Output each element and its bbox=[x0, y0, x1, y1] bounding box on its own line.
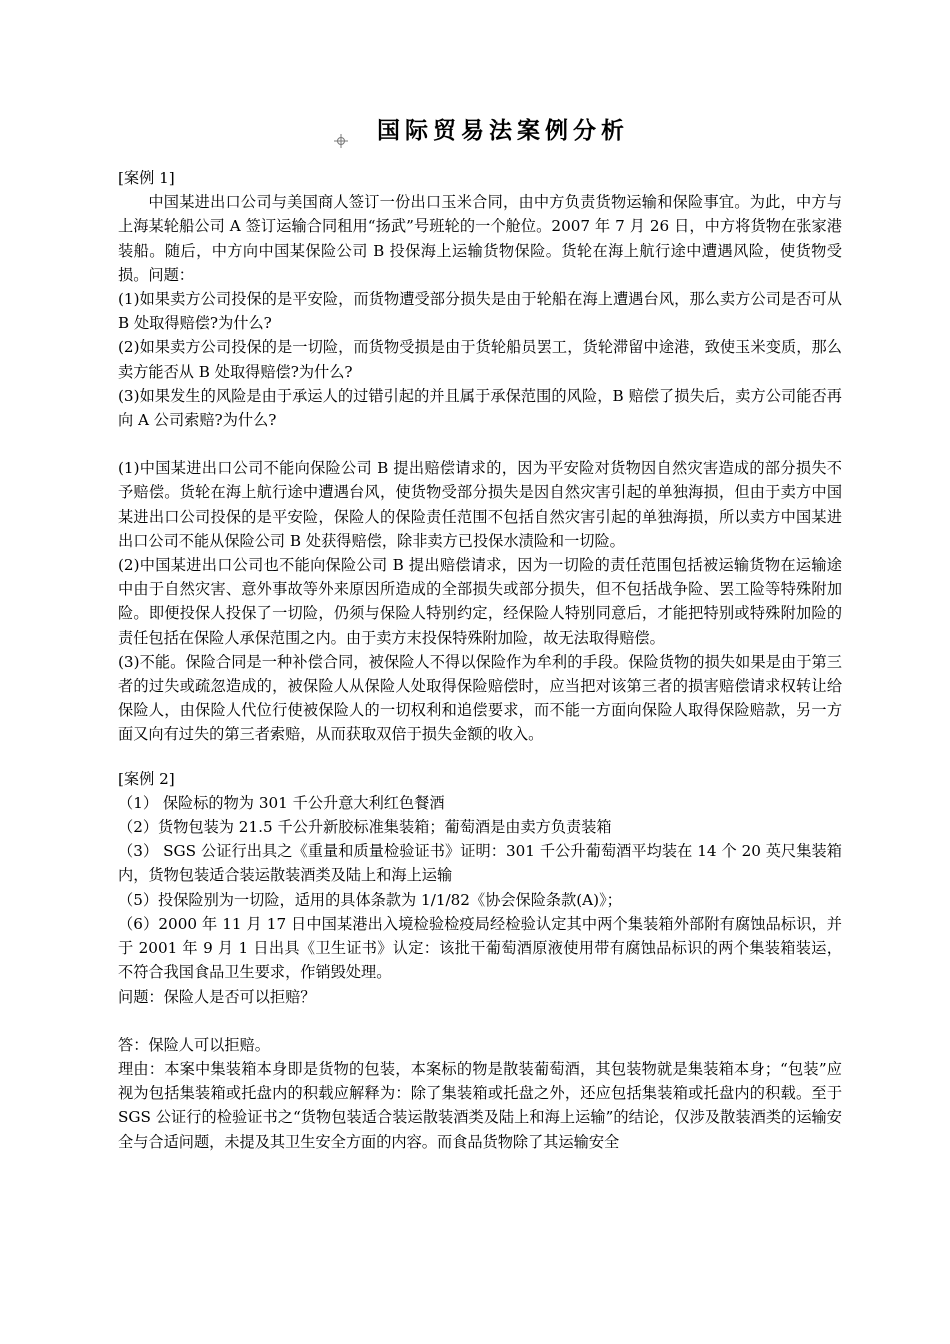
case2-item-2: （2）货物包装为 21.5 千公升新胶标准集装箱；葡萄酒是由卖方负责装箱 bbox=[118, 818, 612, 837]
case2-heading: [案例 2] bbox=[118, 769, 175, 788]
spacer bbox=[118, 432, 842, 456]
case2-answer: 答：保险人可以拒赔。 bbox=[118, 1035, 270, 1054]
case1-question-3: (3)如果发生的风险是由于承运人的过错引起的并且属于承保范围的风险，B 赔偿了损失后，卖方公司能否再向 A 公司索赔?为什么? bbox=[118, 386, 842, 430]
case1-question-1: (1)如果卖方公司投保的是平安险，而货物遭受部分损失是由于轮船在海上遭遇台风，那么卖方公司是否可从 B 处取得赔偿?为什么? bbox=[118, 290, 842, 333]
document-body bbox=[118, 166, 842, 1154]
case1-answer-1: (1)中国某进出口公司不能向保险公司 B 提出赔偿请求的，因为平安险对货物因自然灾害造成的部分损失不予赔偿。货轮在海上航行途中遭遇台风，使货物受部分损失是因自然灾害引起的单独海损，但由于卖方中国某进出口公司投保的是平安险，保险人的保险责任范围不包括自然灾害引起的单独海损，所以卖方中国某进出口公司不能从保险公司 B 处获得赔偿，除非卖方已投保水渍险和一切险。 bbox=[118, 459, 842, 550]
case1-answer-3: (3)不能。保险合同是一种补偿合同，被保险人不得以保险作为牟利的手段。保险货物的损失如果是由于第三者的过失或疏忽造成的，被保险人从保险人处取得保险赔偿时，应当把对该第三者的损害赔偿请求权转让给保险人，由保险人代位行使被保险人的一切权利和追偿要求，而不能一方面向保险人取得保险赔款，另一方面又向有过失的第三者索赔，从而获取双倍于损失金额的收入。 bbox=[118, 652, 842, 744]
document-title: 国际贸易法案例分析 bbox=[377, 117, 629, 144]
case2-item-6: （6）2000 年 11 月 17 日中国某港出入境检验检疫局经检验认定其中两个集装箱外部附有腐蚀品标识，并于 2001 年 9 月 1 日出具《卫生证书》认定：该批干葡萄酒原液使用带有腐蚀品标识的两个集装箱装运，不符合我国食品卫生要求，作销毁处理。 bbox=[118, 914, 842, 982]
case1-answer-2: (2)中国某进出口公司也不能向保险公司 B 提出赔偿请求，因为一切险的责任范围包括被运输货物在运输途中由于自然灾害、意外事故等外来原因所造成的全部损失或部分损失，但不包括战争险、罢工险等特殊附加险。即便投保人投保了一切险，仍须与保险人特别约定，经保险人特别同意后，才能把特别或特殊附加险的责任包括在保险人承保范围之内。由于卖方末投保特殊附加险，故无法取得赔偿。 bbox=[118, 556, 842, 647]
case1-intro: 中国某进出口公司与美国商人签订一份出口玉米合同，由中方负责货物运输和保险事宜。为此，中方与上海某轮船公司 A 签订运输合同租用“扬武”号班轮的一个舱位。2007 年 7 月 26 日，中方将货物在张家港装船。随后，中方向中国某保险公司 B 投保海上运输货物保险。货轮在海上航行途中遭遇风险，使货物受损。问题： bbox=[118, 193, 842, 284]
case2-reason: 理由：本案中集装箱本身即是货物的包装，本案标的物是散装葡萄酒，其包装物就是集装箱本身；“包装”应视为包括集装箱或托盘内的积载应解释为：除了集装箱或托盘之外，还应包括集装箱或托盘内的积载。至于 SGS 公证行的检验证书之“货物包装适合装运散装酒类及陆上和海上运输”的结论，仅涉及散装酒类的运输安全与合适问题，未提及其卫生安全方面的内容。而食品货物除了其运输安全 bbox=[118, 1059, 842, 1151]
case1-question-2: (2)如果卖方公司投保的是一切险，而货物受损是由于货轮船员罢工，货轮滞留中途港，致使玉米变质，那么卖方能否从 B 处取得赔偿?为什么? bbox=[118, 338, 842, 381]
case2-item-3: （3） SGS 公证行出具之《重量和质量检验证书》证明：301 千公升葡萄酒平均装在 14 个 20 英尺集装箱内，货物包装适合装运散装酒类及陆上和海上运输 bbox=[118, 842, 842, 885]
case2-item-5: （5）投保险别为一切险，适用的具体条款为 1/1/82《协会保险条款(A)》； bbox=[118, 890, 622, 909]
case1-heading: [案例 1] bbox=[118, 169, 175, 187]
spacer bbox=[118, 1009, 842, 1033]
case2-question: 问题：保险人是否可以拒赔？ bbox=[118, 987, 316, 1006]
case2-item-1: （1） 保险标的物为 301 千公升意大利红色餐酒 bbox=[118, 793, 445, 812]
anchor-icon bbox=[334, 134, 348, 148]
spacer bbox=[118, 747, 842, 767]
